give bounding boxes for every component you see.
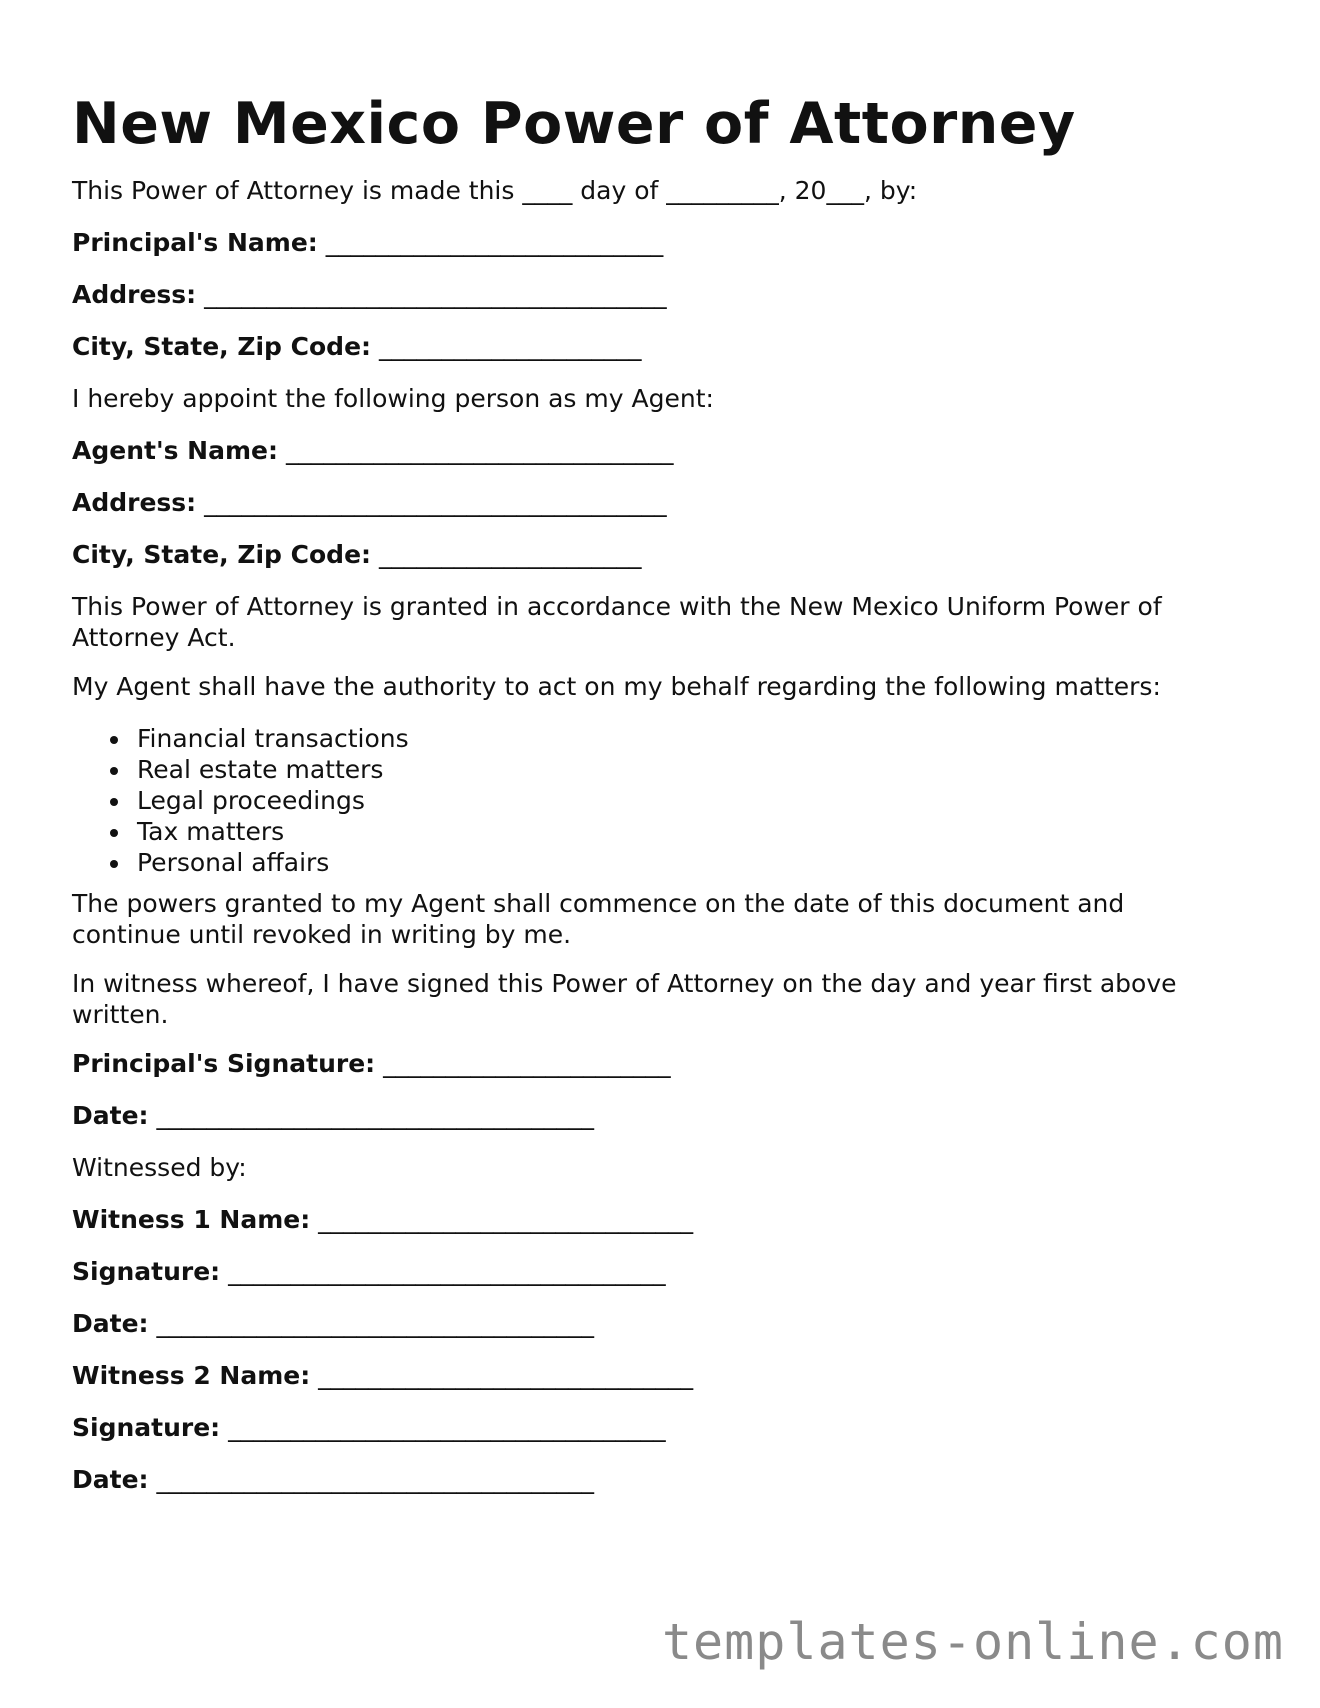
- page-title: New Mexico Power of Attorney: [72, 91, 1076, 157]
- principal-city-label: City, State, Zip Code:: [72, 332, 372, 361]
- bullet-icon: [110, 736, 118, 744]
- witness1-name-blank: ______________________________: [318, 1205, 694, 1234]
- principal-date-field: [72, 1100, 594, 1131]
- list-item: Real estate matters: [137, 754, 409, 785]
- witness1-signature-field: [72, 1256, 666, 1287]
- principal-city-blank: _____________________: [378, 332, 642, 361]
- granted-paragraph: This Power of Attorney is granted in accordance with the New Mexico Uniform Power of Attorney Act.: [72, 592, 1162, 652]
- principal-address-field: [72, 279, 667, 310]
- commence-paragraph: The powers granted to my Agent shall commence on the date of this document and continue until revoked in writing by me.: [72, 889, 1125, 949]
- authority-paragraph: My Agent shall have the authority to act on my behalf regarding the following matters:: [72, 672, 1161, 701]
- list-item: Tax matters: [137, 816, 409, 847]
- bullet-icon: [110, 860, 118, 868]
- list-item: Personal affairs: [137, 847, 409, 878]
- bullet-icon: [110, 829, 118, 837]
- witness2-signature-label: Signature:: [72, 1413, 221, 1442]
- principal-address-blank: _____________________________________: [204, 280, 667, 309]
- witness2-date-label: Date:: [72, 1465, 149, 1494]
- witness2-name-field: [72, 1360, 693, 1391]
- bullet-icon: [110, 767, 118, 775]
- witness1-date-label: Date:: [72, 1309, 149, 1338]
- list-item: Legal proceedings: [137, 785, 409, 816]
- witness2-date-blank: ___________________________________: [156, 1465, 594, 1494]
- agent-name-label: Agent's Name:: [72, 436, 278, 465]
- principal-city-field: [72, 331, 641, 362]
- principal-signature-blank: _______________________: [383, 1049, 671, 1078]
- list-item: Financial transactions: [137, 723, 409, 754]
- principal-date-label: Date:: [72, 1101, 149, 1130]
- agent-address-blank: _____________________________________: [204, 488, 667, 517]
- principal-signature-field: [72, 1048, 671, 1079]
- agent-city-blank: _____________________: [378, 540, 642, 569]
- principal-signature-label: Principal's Signature:: [72, 1049, 376, 1078]
- witness2-signature-blank: ___________________________________: [228, 1413, 666, 1442]
- witness1-date-blank: ___________________________________: [156, 1309, 594, 1338]
- bullet-icon: [110, 798, 118, 806]
- witness2-date-field: [72, 1464, 594, 1495]
- agent-name-field: [72, 435, 673, 466]
- witness1-name-field: [72, 1204, 693, 1235]
- witness2-name-label: Witness 2 Name:: [72, 1361, 311, 1390]
- witness1-date-field: [72, 1308, 594, 1339]
- agent-city-field: [72, 539, 641, 570]
- agent-address-label: Address:: [72, 488, 197, 517]
- intro-line: This Power of Attorney is made this ____ day of _________, 20___, by:: [72, 176, 918, 205]
- witness2-signature-field: [72, 1412, 666, 1443]
- principal-name-blank: ___________________________: [325, 228, 664, 257]
- witnessed-by-text: Witnessed by:: [72, 1153, 247, 1182]
- principal-name-field: [72, 227, 663, 258]
- principal-date-blank: ___________________________________: [156, 1101, 594, 1130]
- agent-address-field: [72, 487, 667, 518]
- agent-city-label: City, State, Zip Code:: [72, 540, 372, 569]
- principal-address-label: Address:: [72, 280, 197, 309]
- principal-name-label: Principal's Name:: [72, 228, 318, 257]
- witness1-name-label: Witness 1 Name:: [72, 1205, 311, 1234]
- appoint-text: I hereby appoint the following person as my Agent:: [72, 384, 714, 413]
- agent-name-blank: _______________________________: [285, 436, 674, 465]
- matters-list: [72, 723, 409, 878]
- witness-paragraph: In witness whereof, I have signed this Power of Attorney on the day and year first above written.: [72, 969, 1177, 1029]
- watermark: templates-online.com: [661, 1613, 1284, 1671]
- witness1-signature-blank: ___________________________________: [228, 1257, 666, 1286]
- witness2-name-blank: ______________________________: [318, 1361, 694, 1390]
- witness1-signature-label: Signature:: [72, 1257, 221, 1286]
